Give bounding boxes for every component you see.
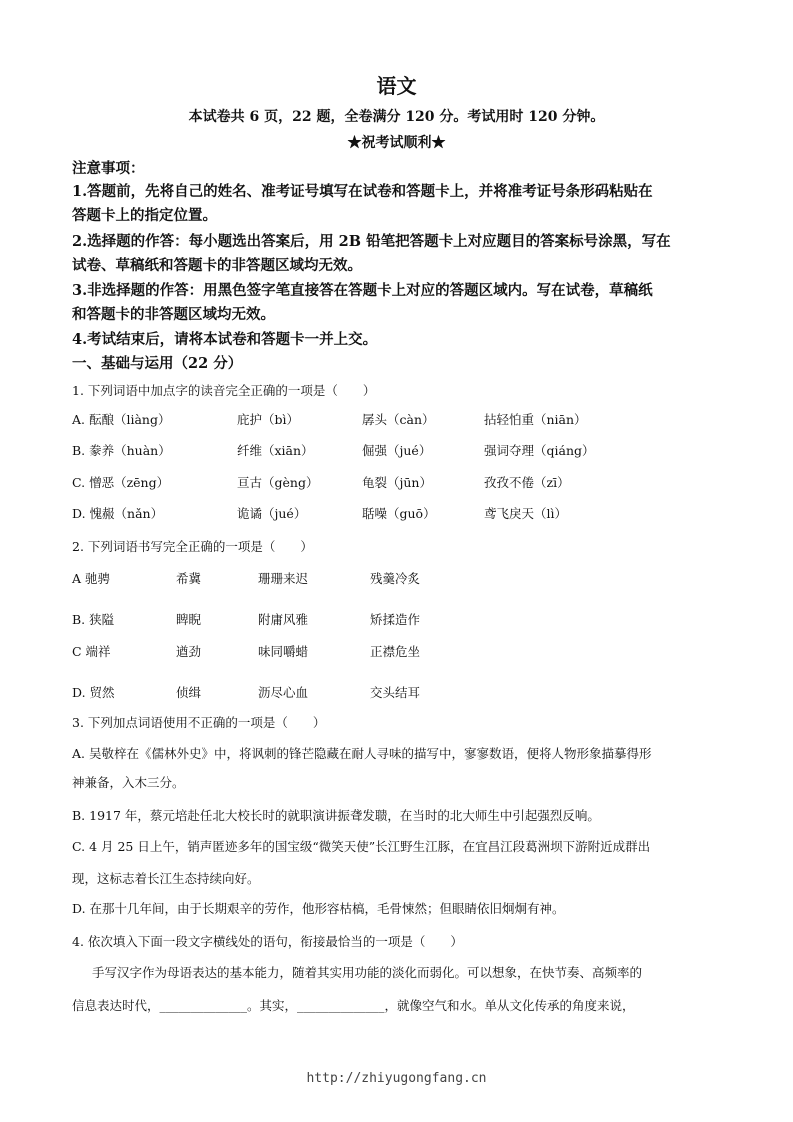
option-text: 遒劲 xyxy=(176,644,202,659)
question-3-line: D. 在那十几年间，由于长期艰辛的劳作，他形容枯槁，毛骨悚然；但眼睛依旧炯炯有神。 xyxy=(72,901,565,916)
option-text: A. 酝酿（liàng） xyxy=(72,412,171,427)
option-text: 龟裂（jūn） xyxy=(362,475,432,490)
question-4-stem: 4. 依次填入下面一段文字横线处的语句，衔接最恰当的一项是（ ） xyxy=(72,934,463,949)
notice-line: 4.考试结束后，请将本试卷和答题卡一并上交。 xyxy=(72,331,378,348)
question-3-line: 现，这标志着长江生态持续向好。 xyxy=(72,871,260,886)
option-text: 残羹冷炙 xyxy=(370,571,421,586)
option-text: 倔强（jué） xyxy=(362,443,432,458)
question-4-passage-line: 信息表达时代，______________。其实，______________，就像空气和水。单从文化传承的角度来说， xyxy=(72,998,635,1013)
option-text: 沥尽心血 xyxy=(258,685,309,700)
question-2-option-d xyxy=(72,683,732,703)
option-text: 孱头（càn） xyxy=(362,412,435,427)
question-4-passage-line: 手写汉字作为母语表达的基本能力，随着其实用功能的淡化而弱化。可以想象，在快节奏、高频率的 xyxy=(92,965,643,980)
option-text: C. 憎恶（zēng） xyxy=(72,475,170,490)
question-3-line: B. 1917 年，蔡元培赴任北大校长时的就职演讲振聋发聩，在当时的北大师生中引起强烈反响。 xyxy=(72,808,600,823)
option-text: 孜孜不倦（zī） xyxy=(484,475,570,490)
notice-line: 1.答题前，先将自己的姓名、准考证号填写在试卷和答题卡上，并将准考证号条形码粘贴在 xyxy=(72,183,653,200)
exam-wish: ★祝考试顺利★ xyxy=(347,135,446,151)
notice-line: 3.非选择题的作答：用黑色签字笔直接答在答题卡上对应的答题区域内。写在试卷，草稿纸 xyxy=(72,282,653,299)
option-text: D. 贸然 xyxy=(72,685,115,700)
option-text: 聒噪（guō） xyxy=(362,506,436,521)
question-1-option-d xyxy=(72,504,732,524)
question-3-line: C. 4 月 25 日上午，销声匿迹多年的国宝级“微笑天使”长江野生江豚，在宜昌江段葛洲坝下游附近成群出 xyxy=(72,839,651,854)
question-2-stem: 2. 下列词语书写完全正确的一项是（ ） xyxy=(72,539,313,554)
option-text: 亘古（gèng） xyxy=(237,475,319,490)
question-1-option-a xyxy=(72,410,732,430)
option-text: 珊珊来迟 xyxy=(258,571,309,586)
option-text: 交头结耳 xyxy=(370,685,421,700)
option-text: C 端祥 xyxy=(72,644,111,659)
option-text: 希冀 xyxy=(176,571,202,586)
question-1-stem: 1. 下列词语中加点字的读音完全正确的一项是（ ） xyxy=(72,383,376,398)
question-1-option-b xyxy=(72,441,732,461)
option-text: 附庸风雅 xyxy=(258,612,309,627)
question-2-option-a xyxy=(72,569,732,589)
option-text: 侦缉 xyxy=(176,685,202,700)
section-heading: 一、基础与运用（22 分） xyxy=(72,355,243,372)
option-text: 庇护（bì） xyxy=(237,412,299,427)
option-text: 睥睨 xyxy=(176,612,202,627)
notice-line: 和答题卡的非答题区域均无效。 xyxy=(72,306,275,323)
notice-line: 试卷、草稿纸和答题卡的非答题区域均无效。 xyxy=(72,257,362,274)
page-title: 语文 xyxy=(376,74,417,98)
question-2-option-b xyxy=(72,610,732,630)
option-text: 矫揉造作 xyxy=(370,612,421,627)
option-text: A 驰骋 xyxy=(72,571,111,586)
option-text: 拈轻怕重（niān） xyxy=(484,412,587,427)
option-text: B. 狭隘 xyxy=(72,612,115,627)
option-text: 强词夺理（qiáng） xyxy=(484,443,595,458)
notice-heading: 注意事项： xyxy=(72,160,145,177)
exam-info: 本试卷共 6 页，22 题，全卷满分 120 分。考试用时 120 分钟。 xyxy=(188,109,605,125)
question-3-line: A. 吴敬梓在《儒林外史》中，将讽刺的锋芒隐藏在耐人寻味的描写中，寥寥数语，便将人物形象描摹得形 xyxy=(72,746,652,761)
question-1-option-c xyxy=(72,473,732,493)
question-2-option-c xyxy=(72,642,732,662)
option-text: 诡谲（jué） xyxy=(237,506,307,521)
footer-url: http://zhiyugongfang.cn xyxy=(306,1071,487,1086)
notice-line: 答题卡上的指定位置。 xyxy=(72,207,217,224)
question-3-stem: 3. 下列加点词语使用不正确的一项是（ ） xyxy=(72,715,326,730)
option-text: B. 豢养（huàn） xyxy=(72,443,171,458)
option-text: 正襟危坐 xyxy=(370,644,421,659)
option-text: D. 愧赧（nǎn） xyxy=(72,506,164,521)
question-3-line: 神兼备，入木三分。 xyxy=(72,775,185,790)
option-text: 纤维（xiān） xyxy=(237,443,314,458)
option-text: 味同嚼蜡 xyxy=(258,644,309,659)
notice-line: 2.选择题的作答：每小题选出答案后，用 2B 铅笔把答题卡上对应题目的答案标号涂黑，写在 xyxy=(72,233,671,250)
option-text: 鸢飞戾天（lì） xyxy=(484,506,567,521)
